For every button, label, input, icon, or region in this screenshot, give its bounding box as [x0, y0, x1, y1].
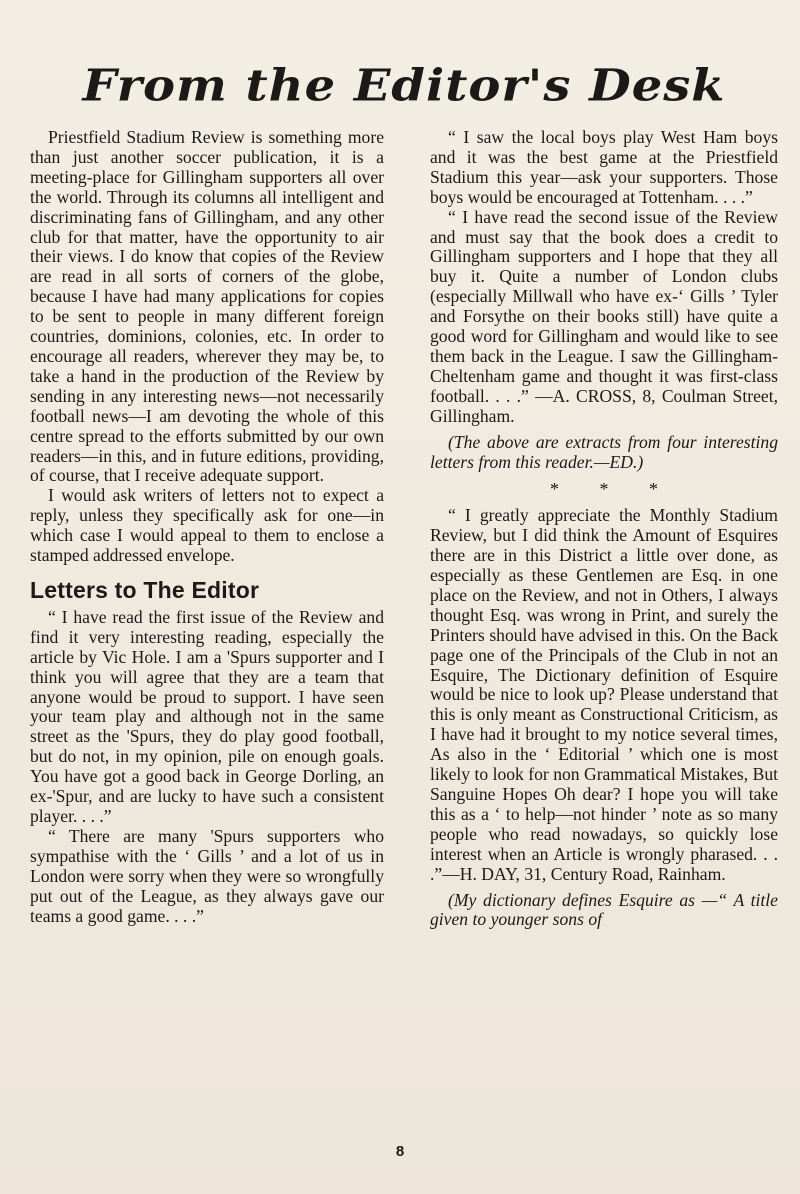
- editor-note: (My dictionary defines Esquire as —“ A title given to younger sons of: [430, 889, 778, 930]
- page-title: From the Editor's Desk: [82, 60, 726, 112]
- letter-paragraph: “ I have read the second issue of the Review and must say that the book does a credit to Gillingham supporters and I hope that they all buy it. Quite a number of London clubs (especially Millwall who have ex-‘ Gills ’ Tyler and Forsythe on their books still) have quite a good word for Gillingham and would like to see them back in the League. I saw the Gillingham-Cheltenham game and thought it was first-class football. . . .” —A. CROSS, 8, Coulman Street, Gillingham.: [430, 206, 778, 426]
- right-column: [430, 128, 778, 930]
- two-column-body: [30, 128, 778, 930]
- letter-paragraph: “ I have read the first issue of the Review and find it very interesting reading, especially the article by Vic Hole. I am a 'Spurs supporter and I think you will agree that they are a team that anyone would be proud to support. I have seen your team play and although not in the same street as the 'Spurs, they do play good football, but do not, in my opinion, pile on enough goals. You have got a good back in George Dorling, an ex-'Spur, and are lucky to have such a consistent player. . . .”: [30, 606, 384, 826]
- letter-paragraph: “ I greatly appreciate the Monthly Stadium Review, but I did think the Amount of Esquires there are in this District a little over done, as especially as these Gentlemen are Esq. in one place on the Review, and not in Others, I always thought Esq. was wrong in Print, and surely the Printers should have advised in this. On the Back page one of the Principals of the Club in not an Esquire, The Dictionary definition of Esquire would be nice to look up? Please understand that this is only meant as Constructional Criticism, as I have had it brought to my notice several times, As also in the ‘ Editorial ’ which one is most likely to look for non Grammatical Mistakes, But Sanguine Hopes Oh dear? I hope you will take this as a ‘ to help—not hinder ’ note as so many people who read nowadays, so quickly lose interest when an Article is wrongly pharased. . . .”—H. DAY, 31, Century Road, Rainham.: [430, 505, 778, 884]
- section-divider: * * *: [550, 479, 658, 500]
- editorial-paragraph: I would ask writers of letters not to expect a reply, unless they specifically ask for one—in which case I would appeal to them to enclose a stamped addressed envelope.: [30, 485, 384, 566]
- editor-note: (The above are extracts from four interesting letters from this reader.—ED.): [430, 431, 778, 472]
- left-column: [30, 128, 384, 930]
- section-heading: Letters to The Editor: [30, 576, 260, 603]
- letter-paragraph: “ There are many 'Spurs supporters who sympathise with the ‘ Gills ’ and a lot of us in London were sorry when they were so wrongfully put out of the League, as they always gave our teams a good game. . . .”: [30, 825, 384, 926]
- page-number: 8: [395, 1143, 405, 1160]
- editorial-paragraph: Priestfield Stadium Review is something more than just another soccer publication, it is a meeting-place for Gillingham supporters all over the world. Through its columns all intelligent and discriminating fans of Gillingham, and any other club for that matter, have the opportunity to air their views. I do know that copies of the Review are read in all sorts of corners of the globe, because I have had many applications for copies to be sent to people in many different foreign countries, dominions, colonies, etc. In order to encourage all readers, wherever they may be, to take a hand in the production of the Review by sending in any interesting news—not necessarily football news—I am devoting the whole of this centre spread to the efforts submitted by our own readers—in this, and in future editions, providing, of course, that I receive adequate support.: [30, 127, 384, 486]
- letter-paragraph: “ I saw the local boys play West Ham boys and it was the best game at the Priestfield Stadium this year—ask your supporters. Those boys would be encouraged at Tottenham. . . .”: [430, 127, 778, 207]
